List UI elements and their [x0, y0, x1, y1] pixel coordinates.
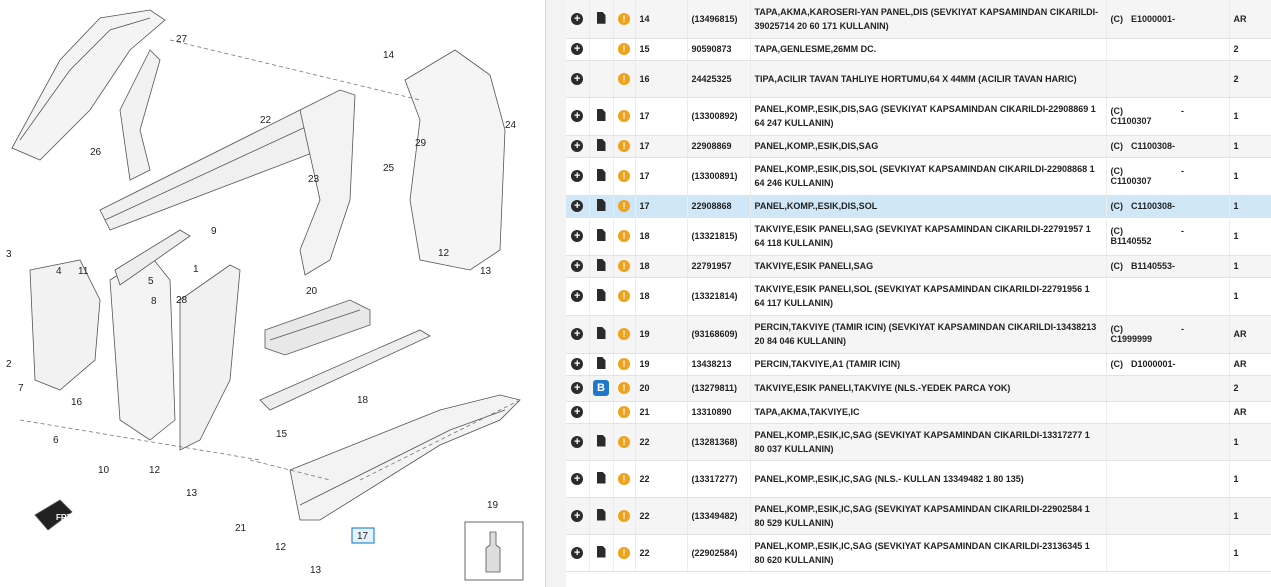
part-number[interactable]: (13281368) [687, 423, 750, 460]
plus-circle-icon[interactable]: + [571, 170, 583, 182]
code: (C) [1110, 226, 1123, 236]
callout-13c[interactable]: 13 [310, 565, 322, 576]
table-row[interactable] [566, 401, 1271, 423]
callout-9[interactable]: 9 [211, 226, 217, 237]
ref-number: 22 [635, 423, 687, 460]
doc-cell [589, 460, 613, 497]
code-range-cell [1106, 255, 1229, 277]
code-range-cell [1106, 217, 1229, 255]
part-description: TIPA,ACILIR TAVAN TAHLIYE HORTUMU,64 X 44MM (ACILIR TAVAN HARIC) [750, 60, 1106, 97]
code-range-cell [1106, 277, 1229, 315]
document-icon[interactable] [597, 12, 606, 24]
doc-cell [589, 217, 613, 255]
part-description: TAPA,GENLESME,26MM DC. [750, 38, 1106, 60]
code: (C) [1110, 324, 1123, 334]
doc-cell [589, 38, 613, 60]
document-icon[interactable] [597, 435, 606, 447]
ref-number: 18 [635, 255, 687, 277]
code-range-cell [1106, 375, 1229, 401]
warn-cell [613, 423, 635, 460]
callout-18[interactable]: 18 [357, 395, 369, 406]
warn-cell [613, 375, 635, 401]
code-range-cell [1106, 353, 1229, 375]
quantity: 1 [1229, 277, 1271, 315]
parts-list-panel [566, 0, 1271, 587]
document-icon[interactable] [597, 546, 606, 558]
part-number[interactable]: (13321814) [687, 277, 750, 315]
part-number[interactable]: (13300892) [687, 97, 750, 135]
ref-number: 17 [635, 135, 687, 157]
warning-icon[interactable]: ! [618, 110, 630, 122]
table-row[interactable] [566, 135, 1271, 157]
add-cell [566, 255, 589, 277]
part-number[interactable]: (93168609) [687, 315, 750, 353]
table-row[interactable] [566, 0, 1271, 38]
warn-cell [613, 135, 635, 157]
callout-20[interactable]: 20 [306, 286, 318, 297]
callout-14[interactable]: 14 [383, 50, 395, 61]
ref-number: 17 [635, 97, 687, 135]
ref-number: 18 [635, 217, 687, 255]
table-row[interactable] [566, 460, 1271, 497]
table-row[interactable] [566, 157, 1271, 195]
code-range-cell [1106, 60, 1229, 97]
quantity: AR [1229, 315, 1271, 353]
warn-cell [613, 217, 635, 255]
table-row[interactable] [566, 38, 1271, 60]
quantity: 1 [1229, 255, 1271, 277]
table-row[interactable] [566, 423, 1271, 460]
warning-icon[interactable]: ! [618, 406, 630, 418]
document-icon[interactable] [597, 289, 606, 301]
warning-icon[interactable]: ! [618, 73, 630, 85]
callout-7[interactable]: 7 [18, 383, 24, 394]
ref-number: 21 [635, 401, 687, 423]
part-description: PANEL,KOMP.,ESIK,DIS,SAG (SEVKIYAT KAPSAMINDAN CIKARILDI-22908869 1 64 247 KULLANIN) [750, 97, 1106, 135]
part-number[interactable]: 22908869 [687, 135, 750, 157]
callout-11[interactable]: 11 [78, 266, 89, 277]
part-number[interactable]: (22902584) [687, 534, 750, 571]
add-cell [566, 97, 589, 135]
code: (C) [1110, 166, 1123, 176]
callout-16[interactable]: 16 [71, 397, 83, 408]
code: (C) [1110, 106, 1123, 116]
plus-circle-icon[interactable]: + [571, 547, 583, 559]
code: (C) [1110, 201, 1123, 211]
callout-24[interactable]: 24 [505, 120, 517, 131]
ref-number: 22 [635, 534, 687, 571]
warn-cell [613, 277, 635, 315]
quantity: 1 [1229, 460, 1271, 497]
doc-cell [589, 97, 613, 135]
warn-cell [613, 460, 635, 497]
code-range-cell [1106, 195, 1229, 217]
serial-range: -C1100307 [1110, 166, 1184, 186]
code-range-cell [1106, 460, 1229, 497]
add-cell [566, 217, 589, 255]
code-range-cell [1106, 157, 1229, 195]
part-description: PANEL,KOMP.,ESIK,IC,SAG (SEVKIYAT KAPSAMINDAN CIKARILDI-22902584 1 80 529 KULLANIN) [750, 497, 1106, 534]
quantity: 2 [1229, 375, 1271, 401]
warning-icon[interactable]: ! [618, 170, 630, 182]
warn-cell [613, 157, 635, 195]
serial-range: E1000001- [1131, 13, 1176, 24]
serial-range: B1140553- [1131, 261, 1176, 271]
code-range-cell [1106, 97, 1229, 135]
plus-circle-icon[interactable]: + [571, 382, 583, 394]
serial-range: -C1100307 [1110, 106, 1184, 126]
callout-17[interactable]: 17 [357, 531, 369, 542]
callout-25[interactable]: 25 [383, 163, 395, 174]
part-number[interactable]: 13438213 [687, 353, 750, 375]
serial-range: C1100308- [1131, 141, 1176, 151]
table-row[interactable] [566, 277, 1271, 315]
quantity: 1 [1229, 534, 1271, 571]
plus-circle-icon[interactable]: + [571, 328, 583, 340]
code-range-cell [1106, 315, 1229, 353]
part-number[interactable]: (13349482) [687, 497, 750, 534]
add-cell [566, 497, 589, 534]
table-row[interactable] [566, 353, 1271, 375]
warn-cell [613, 534, 635, 571]
warn-cell [613, 97, 635, 135]
doc-cell [589, 135, 613, 157]
callout-23[interactable]: 23 [308, 174, 320, 185]
ref-number: 20 [635, 375, 687, 401]
plus-circle-icon[interactable]: + [571, 510, 583, 522]
part-description: PANEL,KOMP.,ESIK,IC,SAG (SEVKIYAT KAPSAMINDAN CIKARILDI-13317277 1 80 037 KULLANIN) [750, 423, 1106, 460]
part-description: TAKVIYE,ESIK PANELI,SAG (SEVKIYAT KAPSAMINDAN CIKARILDI-22791957 1 64 118 KULLANIN) [750, 217, 1106, 255]
ref-number: 17 [635, 157, 687, 195]
code: (C) [1110, 13, 1123, 24]
ref-number: 19 [635, 353, 687, 375]
warning-icon[interactable]: ! [618, 13, 630, 25]
plus-circle-icon[interactable]: + [571, 200, 583, 212]
part-number[interactable]: (13317277) [687, 460, 750, 497]
callout-21[interactable]: 21 [235, 523, 247, 534]
doc-cell [589, 195, 613, 217]
part-description: TAPA,AKMA,KAROSERI-YAN PANEL,DIS (SEVKIYAT KAPSAMINDAN CIKARILDI-39025714 20 60 171 KULLANIN) [750, 0, 1106, 38]
part-description: PERCIN,TAKVIYE,A1 (TAMIR ICIN) [750, 353, 1106, 375]
code: (C) [1110, 359, 1123, 369]
part-number[interactable]: (13300891) [687, 157, 750, 195]
warning-icon[interactable]: ! [618, 328, 630, 340]
plus-circle-icon[interactable]: + [571, 43, 583, 55]
callout-15[interactable]: 15 [276, 429, 288, 440]
document-icon[interactable] [597, 199, 606, 211]
warn-cell [613, 315, 635, 353]
callout-29[interactable]: 29 [415, 138, 427, 149]
frt-label: FRT [56, 513, 72, 522]
warning-icon[interactable]: ! [618, 358, 630, 370]
callout-22[interactable]: 22 [260, 115, 272, 126]
quantity: 1 [1229, 195, 1271, 217]
code-range-cell [1106, 423, 1229, 460]
part-description: PANEL,KOMP.,ESIK,DIS,SOL [750, 195, 1106, 217]
add-cell [566, 277, 589, 315]
add-cell [566, 195, 589, 217]
b-badge-icon[interactable]: B [593, 380, 609, 396]
plus-circle-icon[interactable]: + [571, 358, 583, 370]
warn-cell [613, 497, 635, 534]
doc-cell [589, 0, 613, 38]
serial-range: -C1999999 [1110, 324, 1184, 344]
callout-3[interactable]: 3 [6, 249, 12, 260]
ref-number: 16 [635, 60, 687, 97]
warn-cell [613, 255, 635, 277]
doc-cell [589, 60, 613, 97]
quantity: 1 [1229, 135, 1271, 157]
serial-range: D1000001- [1131, 359, 1176, 369]
part-number[interactable]: (13279811) [687, 375, 750, 401]
part-number[interactable]: 24425325 [687, 60, 750, 97]
parts-table [566, 0, 1271, 572]
add-cell [566, 135, 589, 157]
callout-13b[interactable]: 13 [186, 488, 198, 499]
quantity: 2 [1229, 38, 1271, 60]
serial-range: C1100308- [1131, 201, 1176, 211]
code-range-cell [1106, 38, 1229, 60]
part-description: PANEL,KOMP.,ESIK,IC,SAG (SEVKIYAT KAPSAMINDAN CIKARILDI-23136345 1 80 620 KULLANIN) [750, 534, 1106, 571]
ref-number: 18 [635, 277, 687, 315]
code-range-cell [1106, 0, 1229, 38]
document-icon[interactable] [597, 109, 606, 121]
callout-5[interactable]: 5 [148, 276, 154, 287]
callout-2[interactable]: 2 [6, 359, 12, 370]
quantity: AR [1229, 353, 1271, 375]
table-row[interactable] [566, 195, 1271, 217]
warning-icon[interactable]: ! [618, 200, 630, 212]
code-range-cell [1106, 497, 1229, 534]
warning-icon[interactable]: ! [618, 382, 630, 394]
callout-13[interactable]: 13 [480, 266, 492, 277]
table-row[interactable] [566, 315, 1271, 353]
quantity: 1 [1229, 97, 1271, 135]
add-cell [566, 423, 589, 460]
table-row[interactable] [566, 217, 1271, 255]
warn-cell [613, 60, 635, 97]
callout-6[interactable]: 6 [53, 435, 59, 446]
doc-cell [589, 497, 613, 534]
table-row[interactable] [566, 375, 1271, 401]
plus-circle-icon[interactable]: + [571, 290, 583, 302]
part-description: PERCIN,TAKVIYE (TAMIR ICIN) (SEVKIYAT KAPSAMINDAN CIKARILDI-13438213 20 84 046 KULLANIN) [750, 315, 1106, 353]
document-icon[interactable] [597, 327, 606, 339]
ref-number: 17 [635, 195, 687, 217]
add-cell [566, 460, 589, 497]
plus-circle-icon[interactable]: + [571, 406, 583, 418]
part-description: TAKVIYE,ESIK PANELI,SAG [750, 255, 1106, 277]
doc-cell [589, 353, 613, 375]
callout-10[interactable]: 10 [98, 465, 110, 476]
add-cell [566, 375, 589, 401]
plus-circle-icon[interactable]: + [571, 473, 583, 485]
warning-icon[interactable]: ! [618, 260, 630, 272]
table-row[interactable] [566, 497, 1271, 534]
quantity: 2 [1229, 60, 1271, 97]
code: (C) [1110, 141, 1123, 151]
doc-cell [589, 277, 613, 315]
doc-cell [589, 423, 613, 460]
warning-icon[interactable]: ! [618, 436, 630, 448]
add-cell [566, 353, 589, 375]
ref-number: 19 [635, 315, 687, 353]
doc-cell [589, 534, 613, 571]
add-cell [566, 157, 589, 195]
plus-circle-icon[interactable]: + [571, 260, 583, 272]
part-description: TAPA,AKMA,TAKVIYE,IC [750, 401, 1106, 423]
warning-icon[interactable]: ! [618, 43, 630, 55]
document-icon[interactable] [597, 259, 606, 271]
code-range-cell [1106, 534, 1229, 571]
table-row[interactable] [566, 255, 1271, 277]
part-number[interactable]: 13310890 [687, 401, 750, 423]
code-range-cell [1106, 135, 1229, 157]
callout-26[interactable]: 26 [90, 147, 102, 158]
plus-circle-icon[interactable]: + [571, 436, 583, 448]
add-cell [566, 60, 589, 97]
diagram-drawing [0, 0, 545, 587]
warn-cell [613, 195, 635, 217]
add-cell [566, 38, 589, 60]
ref-number: 15 [635, 38, 687, 60]
serial-range: -B1140552 [1110, 226, 1184, 246]
plus-circle-icon[interactable]: + [571, 140, 583, 152]
ref-number: 22 [635, 497, 687, 534]
part-description: PANEL,KOMP.,ESIK,DIS,SAG [750, 135, 1106, 157]
part-number[interactable]: 22908868 [687, 195, 750, 217]
add-cell [566, 534, 589, 571]
callout-27[interactable]: 27 [176, 34, 188, 45]
quantity: AR [1229, 401, 1271, 423]
part-number[interactable]: (13496815) [687, 0, 750, 38]
warning-icon[interactable]: ! [618, 140, 630, 152]
code: (C) [1110, 261, 1123, 271]
callout-8[interactable]: 8 [151, 296, 157, 307]
part-description: TAKVIYE,ESIK PANELI,SOL (SEVKIYAT KAPSAMINDAN CIKARILDI-22791956 1 64 117 KULLANIN) [750, 277, 1106, 315]
document-icon[interactable] [597, 357, 606, 369]
part-description: PANEL,KOMP.,ESIK,IC,SAG (NLS.- KULLAN 13349482 1 80 135) [750, 460, 1106, 497]
warning-icon[interactable]: ! [618, 230, 630, 242]
part-description: TAKVIYE,ESIK PANELI,TAKVIYE (NLS.-YEDEK PARCA YOK) [750, 375, 1106, 401]
part-number[interactable]: 90590873 [687, 38, 750, 60]
warning-icon[interactable]: ! [618, 473, 630, 485]
warning-icon[interactable]: ! [618, 547, 630, 559]
table-row[interactable] [566, 97, 1271, 135]
code-range-cell [1106, 401, 1229, 423]
ref-number: 14 [635, 0, 687, 38]
panel-gutter [546, 0, 566, 587]
warning-icon[interactable]: ! [618, 290, 630, 302]
add-cell [566, 401, 589, 423]
plus-circle-icon[interactable]: + [571, 13, 583, 25]
callout-12c[interactable]: 12 [275, 542, 287, 553]
part-description: PANEL,KOMP.,ESIK,DIS,SOL (SEVKIYAT KAPSAMINDAN CIKARILDI-22908868 1 64 246 KULLANIN) [750, 157, 1106, 195]
table-row[interactable] [566, 534, 1271, 571]
plus-circle-icon[interactable]: + [571, 110, 583, 122]
table-row[interactable] [566, 60, 1271, 97]
doc-cell [589, 157, 613, 195]
add-cell [566, 315, 589, 353]
document-icon[interactable] [597, 139, 606, 151]
quantity: 1 [1229, 157, 1271, 195]
callout-12b[interactable]: 12 [149, 465, 161, 476]
plus-circle-icon[interactable]: + [571, 230, 583, 242]
quantity: 1 [1229, 217, 1271, 255]
quantity: 1 [1229, 423, 1271, 460]
doc-cell [589, 375, 613, 401]
part-number[interactable]: 22791957 [687, 255, 750, 277]
callout-19[interactable]: 19 [487, 500, 499, 511]
warn-cell [613, 353, 635, 375]
document-icon[interactable] [597, 472, 606, 484]
document-icon[interactable] [597, 229, 606, 241]
warn-cell [613, 38, 635, 60]
part-number[interactable]: (13321815) [687, 217, 750, 255]
document-icon[interactable] [597, 509, 606, 521]
doc-cell [589, 401, 613, 423]
callout-1[interactable]: 1 [193, 264, 199, 275]
warn-cell [613, 0, 635, 38]
callout-28[interactable]: 28 [176, 295, 188, 306]
warn-cell [613, 401, 635, 423]
ref-number: 22 [635, 460, 687, 497]
add-cell [566, 0, 589, 38]
plus-circle-icon[interactable]: + [571, 73, 583, 85]
quantity: AR [1229, 0, 1271, 38]
exploded-parts-diagram[interactable] [0, 0, 545, 587]
callout-4[interactable]: 4 [56, 266, 62, 277]
callout-12[interactable]: 12 [438, 248, 450, 259]
doc-cell [589, 315, 613, 353]
doc-cell [589, 255, 613, 277]
document-icon[interactable] [597, 169, 606, 181]
quantity: 1 [1229, 497, 1271, 534]
warning-icon[interactable]: ! [618, 510, 630, 522]
